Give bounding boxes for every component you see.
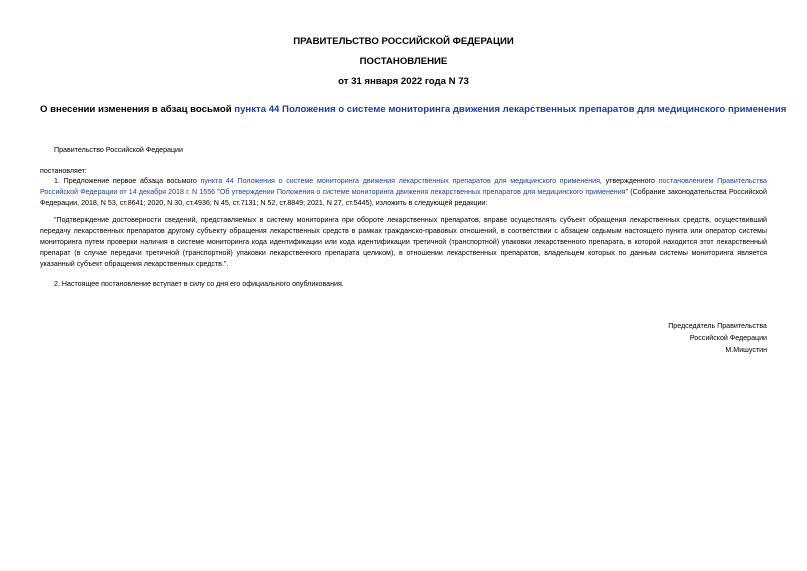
subject-link[interactable]: пункта 44 Положения о системе мониторинга движения лекарственных препаратов для медицинского применения xyxy=(234,104,787,115)
p1-link-decree[interactable]: постановлением Правительства Российской Федерации от 14 декабря 2018 г. N 1556 xyxy=(40,177,767,196)
subject-prefix: О внесении изменения в абзац восьмой xyxy=(40,104,235,115)
signature-name: М.Мишустин xyxy=(725,346,767,354)
paragraph-2: 2. Настоящее постановление вступает в силу со дня его официального опубликования. xyxy=(54,280,344,288)
signature-position: Председатель Правительства xyxy=(668,322,767,330)
paragraph-1 xyxy=(40,176,767,209)
p1-start: 1. Предложение первое абзаца восьмого xyxy=(54,177,201,185)
decides-text: постановляет: xyxy=(40,167,87,175)
p1-link-title[interactable]: Об утверждении Положения о системе мониторинга движения лекарственных препаратов для медицинского применения xyxy=(219,188,626,196)
signature-country: Российской Федерации xyxy=(689,334,767,342)
p1-quote-open: " xyxy=(215,188,220,196)
issuer-text: Правительство Российской Федерации xyxy=(54,146,183,154)
document-type-heading: ПОСТАНОВЛЕНИЕ xyxy=(359,56,448,67)
document-subject xyxy=(40,104,787,116)
p1-link-clause[interactable]: пункта 44 Положения о системе мониторинга движения лекарственных препаратов для медицинского применения xyxy=(200,177,600,185)
date-number-heading: от 31 января 2022 года N 73 xyxy=(338,76,469,87)
quoted-paragraph: "Подтверждение достоверности сведений, представляемых в систему мониторинга при обороте лекарственных препаратов, вправе осуществлять субъект обращения лекарственных средств, осуществивший передачу лекарственных препаратов другому субъекту обращения лекарственных средств в рамках гражданско-правовых отношений, в соответствии с абзацем седьмым настоящего пункта или оператор системы мониторинга путем проверки наличия в системе мониторинга кода идентификации или кода идентификации третичной (транспортной) упаковки лекарственного препарата, в которой находится этот лекарственный препарат (в случае передачи третичной (транспортной) упаковки лекарственного препарата целиком), в отношении лекарственных препаратов, владельцем которых по данным системы мониторинга является указанный субъект обращения лекарственных средств.". xyxy=(40,216,767,268)
signature-block xyxy=(668,320,767,356)
p1-end: " (Собрание законодательства Российской Федерации, 2018, N 53, ст.8641; 2020, N 30, ст.4936; N 45, ст.7131; N 52, ст.8849; 2021, N 27, ст.5445), изложить в следующей редакции: xyxy=(40,188,767,207)
government-heading: ПРАВИТЕЛЬСТВО РОССИЙСКОЙ ФЕДЕРАЦИИ xyxy=(293,36,514,47)
p1-mid: , утвержденного xyxy=(599,177,659,185)
